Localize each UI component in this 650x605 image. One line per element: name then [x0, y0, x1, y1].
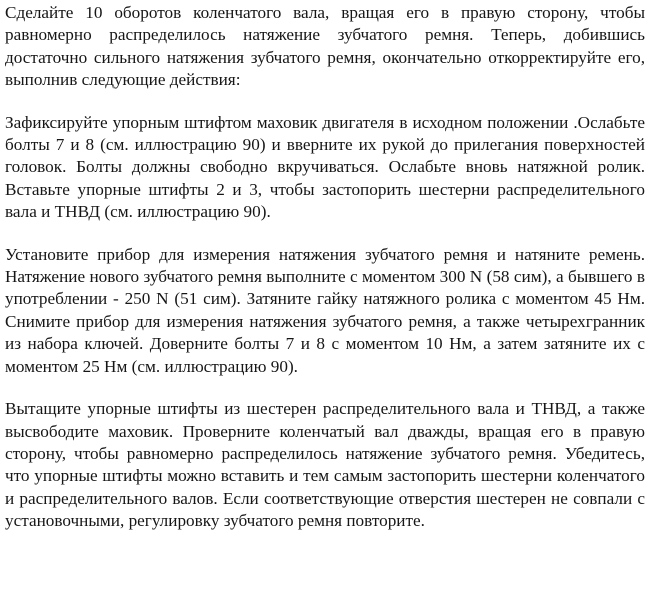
paragraph-turn-crankshaft: Сделайте 10 оборотов коленчатого вала, вращая его в правую сторону, чтобы равномерно распределилось натяжение зубчатого ремня. Теперь, добившись достаточно сильного натяжения зубчатого ремня, окончательно откорректируйте его, выполнив следующие действия: — [5, 3, 645, 90]
paragraph-tension-belt: Установите прибор для измерения натяжения зубчатого ремня и натяните ремень. Натяжение нового зубчатого ремня выполните с моментом 300 N (58 сим), а бывшего в употреблении - 250 N (51 сим). Затяните гайку натяжного ролика с моментом 45 Нм. Снимите прибор для измерения натяжения зубчатого ремня, а также четырехгранник из набора ключей. Доверните болты 7 и 8 с моментом 10 Нм, а затем затяните их с моментом 25 Нм (см. иллюстрацию 90). — [5, 244, 645, 376]
paragraph-remove-pins: Вытащите упорные штифты из шестерен распределительного вала и ТНВД, а также высвободите маховик. Проверните коленчатый вал дважды, вращая его в правую сторону, чтобы равномерно распределилось натяжение зубчатого ремня. Убедитесь, что упорные штифты можно вставить и тем самым застопорить шестерни коленчатого и распределительного валов. Если соответствующие отверстия шестерен не совпали с установочными, регулировку зубчатого ремня повторите. — [5, 399, 645, 531]
paragraph-fix-flywheel: Зафиксируйте упорным штифтом маховик двигателя в исходном положении .Ослабьте болты 7 и 8 (см. иллюстрацию 90) и вверните их рукой до прилегания поверхностей головок. Болты должны свободно вкручиваться. Ослабьте вновь натяжной ролик. Вставьте упорные штифты 2 и 3, чтобы застопорить шестерни распределительного вала и ТНВД (см. иллюстрацию 90). — [5, 112, 645, 222]
